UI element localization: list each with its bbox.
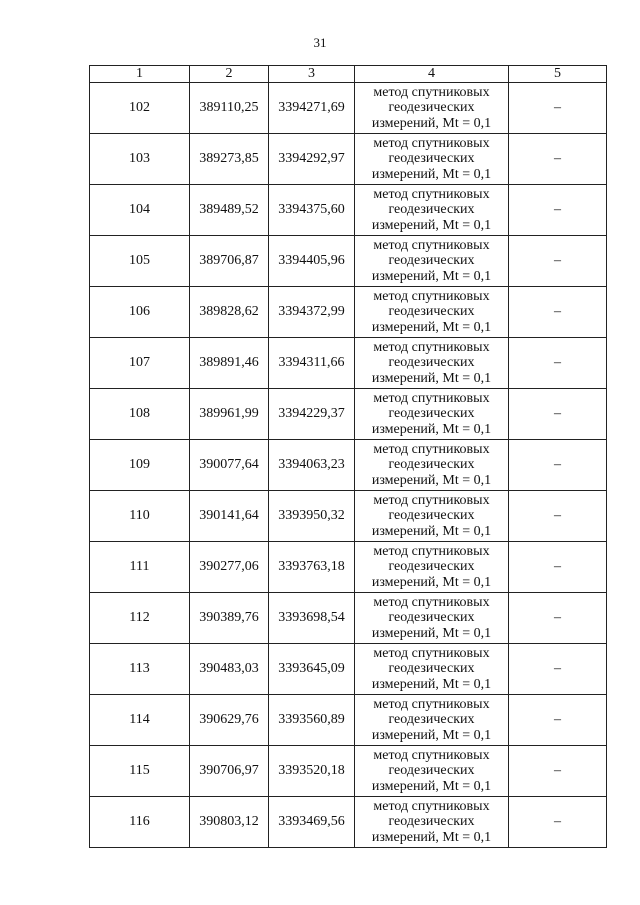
method-line: геодезических [388, 814, 475, 830]
method-line: геодезических [388, 100, 475, 116]
note-cell: – [509, 746, 607, 797]
method-line: измерений, Mt = 0,1 [371, 268, 492, 284]
method-line: измерений, Mt = 0,1 [371, 829, 492, 845]
note-cell: – [509, 491, 607, 542]
note-cell: – [509, 695, 607, 746]
method-line: метод спутниковых [373, 543, 490, 559]
method-line: измерений, Mt = 0,1 [371, 115, 492, 131]
method-cell [355, 695, 509, 746]
coordinate-x-cell: 390483,03 [190, 644, 269, 695]
method-line: измерений, Mt = 0,1 [371, 676, 492, 692]
table-row [90, 338, 607, 389]
note-cell: – [509, 440, 607, 491]
method-cell [355, 287, 509, 338]
table-row [90, 797, 607, 848]
method-line: измерений, Mt = 0,1 [371, 472, 492, 488]
method-cell [355, 134, 509, 185]
method-line: геодезических [388, 304, 475, 320]
method-line: измерений, Mt = 0,1 [371, 523, 492, 539]
point-number-cell: 105 [90, 236, 190, 287]
method-line: геодезических [388, 508, 475, 524]
table-row [90, 746, 607, 797]
coordinates-table [89, 65, 607, 848]
method-line: геодезических [388, 559, 475, 575]
coordinate-y-cell: 3393520,18 [269, 746, 355, 797]
table-row [90, 389, 607, 440]
coordinate-y-cell: 3393950,32 [269, 491, 355, 542]
table-row [90, 491, 607, 542]
point-number-cell: 110 [90, 491, 190, 542]
column-header-4: 4 [355, 66, 509, 83]
coordinate-x-cell: 389891,46 [190, 338, 269, 389]
note-cell: – [509, 593, 607, 644]
point-number-cell: 113 [90, 644, 190, 695]
table-row [90, 593, 607, 644]
method-cell [355, 491, 509, 542]
note-cell: – [509, 236, 607, 287]
coordinate-y-cell: 3393469,56 [269, 797, 355, 848]
method-line: геодезических [388, 457, 475, 473]
coordinate-x-cell: 390277,06 [190, 542, 269, 593]
column-header-1: 1 [90, 66, 190, 83]
table-row [90, 83, 607, 134]
point-number-cell: 114 [90, 695, 190, 746]
method-line: метод спутниковых [373, 441, 490, 457]
coordinate-y-cell: 3394063,23 [269, 440, 355, 491]
point-number-cell: 108 [90, 389, 190, 440]
point-number-cell: 104 [90, 185, 190, 236]
point-number-cell: 109 [90, 440, 190, 491]
column-header-3: 3 [269, 66, 355, 83]
coordinate-y-cell: 3394271,69 [269, 83, 355, 134]
method-line: метод спутниковых [373, 696, 490, 712]
method-line: измерений, Mt = 0,1 [371, 370, 492, 386]
method-line: метод спутниковых [373, 492, 490, 508]
coordinate-x-cell: 389961,99 [190, 389, 269, 440]
table-row [90, 440, 607, 491]
method-line: геодезических [388, 355, 475, 371]
method-cell [355, 593, 509, 644]
method-line: метод спутниковых [373, 237, 490, 253]
coordinate-y-cell: 3393560,89 [269, 695, 355, 746]
point-number-cell: 107 [90, 338, 190, 389]
note-cell: – [509, 644, 607, 695]
method-line: метод спутниковых [373, 84, 490, 100]
method-line: измерений, Mt = 0,1 [371, 778, 492, 794]
method-line: метод спутниковых [373, 798, 490, 814]
point-number-cell: 106 [90, 287, 190, 338]
column-header-2: 2 [190, 66, 269, 83]
method-cell [355, 440, 509, 491]
method-line: измерений, Mt = 0,1 [371, 319, 492, 335]
method-line: геодезических [388, 151, 475, 167]
table-row [90, 185, 607, 236]
point-number-cell: 115 [90, 746, 190, 797]
method-line: геодезических [388, 763, 475, 779]
method-line: измерений, Mt = 0,1 [371, 421, 492, 437]
table-row [90, 134, 607, 185]
point-number-cell: 116 [90, 797, 190, 848]
point-number-cell: 112 [90, 593, 190, 644]
coordinate-y-cell: 3394292,97 [269, 134, 355, 185]
method-line: геодезических [388, 406, 475, 422]
method-cell [355, 236, 509, 287]
table-row [90, 542, 607, 593]
method-cell [355, 83, 509, 134]
coordinate-x-cell: 390389,76 [190, 593, 269, 644]
method-cell [355, 389, 509, 440]
method-line: метод спутниковых [373, 390, 490, 406]
method-cell [355, 644, 509, 695]
method-cell [355, 185, 509, 236]
note-cell: – [509, 797, 607, 848]
coordinate-y-cell: 3394229,37 [269, 389, 355, 440]
method-line: измерений, Mt = 0,1 [371, 625, 492, 641]
method-line: метод спутниковых [373, 594, 490, 610]
coordinate-y-cell: 3393645,09 [269, 644, 355, 695]
coordinate-y-cell: 3394311,66 [269, 338, 355, 389]
note-cell: – [509, 389, 607, 440]
method-line: метод спутниковых [373, 645, 490, 661]
coordinate-x-cell: 390629,76 [190, 695, 269, 746]
table-row [90, 287, 607, 338]
method-line: измерений, Mt = 0,1 [371, 574, 492, 590]
note-cell: – [509, 542, 607, 593]
method-line: геодезических [388, 202, 475, 218]
method-line: измерений, Mt = 0,1 [371, 166, 492, 182]
note-cell: – [509, 287, 607, 338]
method-line: геодезических [388, 610, 475, 626]
method-cell [355, 338, 509, 389]
coordinate-y-cell: 3394405,96 [269, 236, 355, 287]
method-line: метод спутниковых [373, 186, 490, 202]
coordinate-x-cell: 389706,87 [190, 236, 269, 287]
note-cell: – [509, 83, 607, 134]
method-line: геодезических [388, 712, 475, 728]
note-cell: – [509, 338, 607, 389]
column-header-5: 5 [509, 66, 607, 83]
note-cell: – [509, 185, 607, 236]
coordinate-x-cell: 389489,52 [190, 185, 269, 236]
table-body [90, 66, 607, 848]
method-cell [355, 797, 509, 848]
point-number-cell: 102 [90, 83, 190, 134]
coordinate-y-cell: 3393698,54 [269, 593, 355, 644]
method-line: метод спутниковых [373, 288, 490, 304]
page-number: 31 [313, 35, 327, 50]
coordinate-x-cell: 390141,64 [190, 491, 269, 542]
method-line: метод спутниковых [373, 339, 490, 355]
coordinate-y-cell: 3393763,18 [269, 542, 355, 593]
method-line: измерений, Mt = 0,1 [371, 727, 492, 743]
point-number-cell: 103 [90, 134, 190, 185]
coordinate-x-cell: 390706,97 [190, 746, 269, 797]
table-row [90, 695, 607, 746]
method-cell [355, 542, 509, 593]
table-row [90, 236, 607, 287]
coordinate-x-cell: 390077,64 [190, 440, 269, 491]
table-header-row [90, 66, 607, 83]
note-cell: – [509, 134, 607, 185]
method-cell [355, 746, 509, 797]
coordinate-y-cell: 3394375,60 [269, 185, 355, 236]
table-row [90, 644, 607, 695]
method-line: измерений, Mt = 0,1 [371, 217, 492, 233]
method-line: геодезических [388, 253, 475, 269]
coordinate-y-cell: 3394372,99 [269, 287, 355, 338]
coordinate-x-cell: 389828,62 [190, 287, 269, 338]
coordinate-x-cell: 390803,12 [190, 797, 269, 848]
method-line: метод спутниковых [373, 135, 490, 151]
coordinate-x-cell: 389110,25 [190, 83, 269, 134]
method-line: геодезических [388, 661, 475, 677]
coordinate-x-cell: 389273,85 [190, 134, 269, 185]
point-number-cell: 111 [90, 542, 190, 593]
method-line: метод спутниковых [373, 747, 490, 763]
